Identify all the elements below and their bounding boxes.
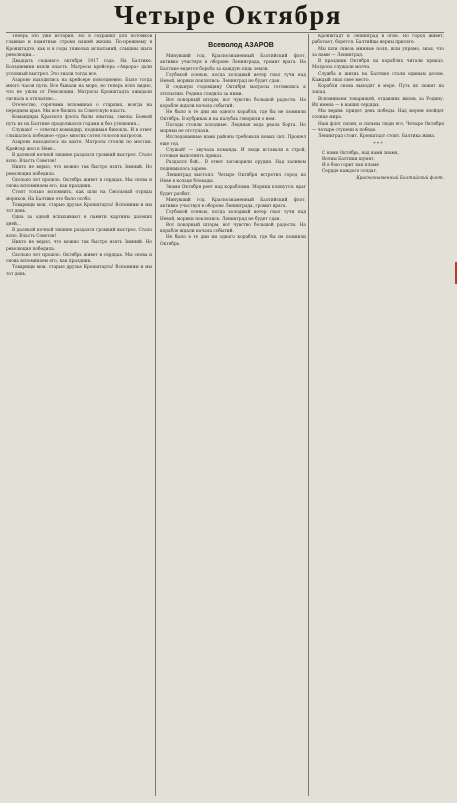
paragraph: Кронштадт и Ленинград в огне. Но город живет, работает, борется. Балтийцы верны присяге. — [312, 34, 444, 46]
paragraph: Погоды стояли холодные. Ледяная вода рвала борта. Но моряки не отступали. — [160, 122, 306, 134]
paragraph: Одна за одной вспыхивают в памяти картины далеких дней... — [6, 215, 152, 227]
paragraph: Глубокой осенью, когда холодный ветер гнал тучи над Невой, моряки поклялись: Ленинград не будет сдан. — [160, 72, 306, 84]
paragraph: Командиры Красного флота были опытны, смелы. Боевой путь их на Балтике продолжался годами и без утешения... — [6, 115, 152, 127]
verse-line: Волны Балтики шумят, — [322, 156, 376, 162]
paragraph: Ленинград стоит. Кронштадт стоит. Балтика жива. — [318, 134, 436, 139]
signature: Краснознаменный Балтийский флот. — [356, 175, 444, 181]
paragraph: Мы верим: придет день победы. Над морем взойдет солнце мира. — [312, 109, 444, 121]
column-divider-1 — [155, 34, 156, 796]
paragraph: Знамя Октября реет над кораблями. Моряки клянутся: враг будет разбит. — [160, 185, 306, 197]
paragraph: Двадцать седьмого октября 1917 года. На Балтике. Большевики взяли власть. Матросы крейсера «Аврора» дали условный выстрел. Это знали тогда все. — [6, 59, 152, 77]
paragraph: Отечество, горячими вспоминая о старших, всегда на переднем крае. Мы все бились за Советскую власть. — [6, 102, 152, 114]
poem-separator: * * * — [373, 142, 383, 148]
paragraph: Раздался бой... В ответ заговорили орудия. Над заливом поднималось зарево. — [160, 160, 306, 172]
paragraph: Ленинград выстоял. Четыре Октября встретил город на Неве в кольце блокады. — [160, 172, 306, 184]
paragraph: Слушай! — звучала команда. И люди вставали в строй, готовые выполнить приказ. — [160, 147, 306, 159]
paragraph: Товарищи мои, старые друзья Кронштадта! Вспомним и мы тот день. — [6, 265, 152, 277]
paragraph: Служба и жизнь на Балтике стали единым делом. Каждый знал свое место. — [312, 71, 444, 83]
paragraph: Никто не верил, что можно так быстро взять Зимний. Но революция победила. — [6, 240, 152, 252]
paragraph: Вот покорный шторм, вот чувство большой радости. На корабле ждали начала событий. — [160, 222, 306, 234]
paragraph: Азарово находились на крейсере повседневно. Было тогда много часов пути. Все бывали на море, но теперь ясно видно, что не ушли от Революции. Матросы Кронштадта ожидали сигнала к отплытию... — [6, 77, 152, 102]
paragraph: Слушаю! — ответил командир, поднимая бинокль. И в ответ слышалось победное «ура» многих сотен голосов матросов. — [6, 127, 152, 139]
paragraph: Азарово находилось на вахте. Матросы стояли по местам. Крейсер шел к Неве... — [6, 140, 152, 152]
paragraph: Не было в те дни ни одного корабля, где бы не помнили Октябрь. — [160, 235, 306, 247]
paragraph: Наш флот силен, и сильны люди его. Четыре Октября — четыре ступени к победе. — [312, 121, 444, 133]
paragraph: Стоит только вспомнить, как шли на Смольный отряды моряков. На Балтике это было особо. — [6, 190, 152, 202]
paragraph: Исследованные нами районы требовали новых сил. Прошел еще год. — [160, 135, 306, 147]
paragraph: Минувший год. Краснознаменный Балтийский флот, активно участвуя в обороне Ленинграда, громит врага. На Балтике ведется борьба за каждую пядь земли. — [160, 54, 306, 72]
paragraph: Вспоминаем товарищей, отдавших жизнь за Родину. Их имена — в наших сердцах. — [312, 96, 444, 108]
paragraph: Корабли снова выходят в море. Путь их лежит на запад. — [312, 84, 444, 96]
paragraph: Сколько лет прошло. Октябрь живет в сердцах. Мы снова и снова вспоминаем его, как праздник. — [6, 177, 152, 189]
paragraph: В праздник Октября на кораблях читали приказ. Матросы слушали молча. — [312, 59, 444, 71]
paragraph: Товарищи мои, старые друзья Кронштадта! Вспомним и мы тот день. — [6, 202, 152, 214]
author-byline: Всеволод АЗАРОВ — [208, 42, 274, 49]
paragraph: Мы шли сквозь минные поля, шли упрямо, зная, что за нами — Ленинград. — [312, 46, 444, 58]
paragraph: Вот покорный шторм, вот чувство большой радости. На корабле ждали начала событий. — [160, 97, 306, 109]
paragraph: В далекой ночной тишине раздался громкий выстрел. Стало ясно. Власть Советов! — [6, 227, 152, 239]
verse-line: Сердце каждого солдат. — [322, 169, 378, 175]
paragraph: Сколько лет прошло. Октябрь живет в сердцах. Мы снова и снова вспоминаем его, как праздник. — [6, 252, 152, 264]
paragraph: Никто не верил, что можно так быстро взять Зимний. Но революция победила. — [6, 165, 152, 177]
column-2 — [160, 34, 306, 798]
paragraph: Не было в те дни ни одного корабля, где бы не помнили Октябрь. В кубриках и на палубах говорили о нем. — [160, 110, 306, 122]
title-rule — [6, 32, 444, 33]
verse-line: И в бою горит как пламя — [322, 163, 379, 168]
column-divider-2 — [308, 34, 309, 796]
column-1 — [6, 34, 152, 798]
paragraph: Теперь это уже история. Но я сохранил для потомков главные и памятные строки нашей жизни. По-прежнему в Кронштадте, как и в годы тяжелых испытаний, слышны шаги революции... — [6, 34, 152, 58]
article-title: Четыре Октября — [113, 0, 343, 30]
verse-line: С нами Октябрь, над нами знамя, — [322, 150, 399, 156]
paragraph: Минувший год. Краснознаменный Балтийский флот, активно участвуя в обороне Ленинграда, громит врага. — [160, 197, 306, 209]
paragraph: В седьмую годовщину Октября матросы готовились к отплытию. Родина следила за ними. — [160, 85, 306, 97]
paragraph: Глубокой осенью, когда холодный ветер гнал тучи над Невой, моряки поклялись: Ленинград не будет сдан. — [160, 210, 306, 222]
paragraph: В далекой ночной тишине раздался громкий выстрел. Стало ясно. Власть Советов! — [6, 152, 152, 164]
column-3 — [312, 34, 444, 798]
